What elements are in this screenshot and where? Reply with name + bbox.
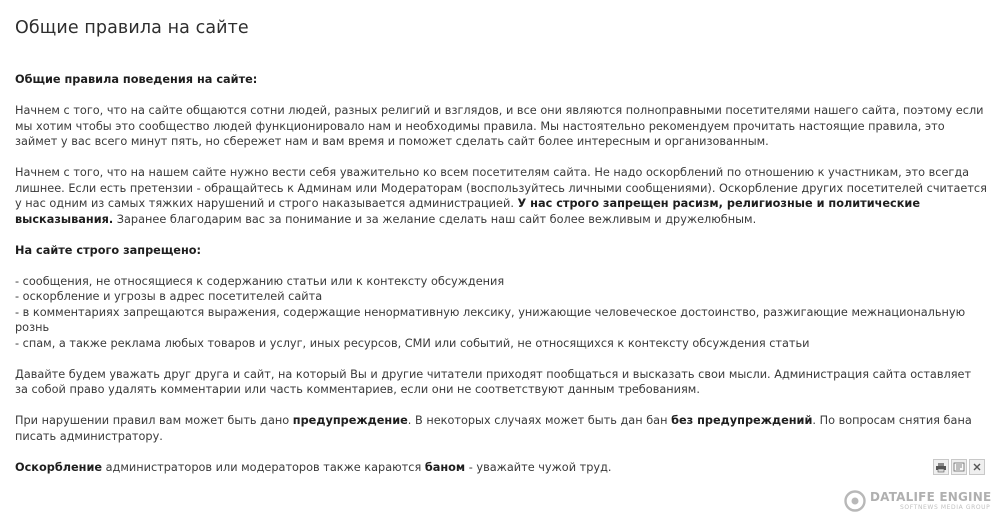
close-button[interactable] (969, 459, 985, 475)
rules-content (15, 72, 987, 491)
rules-insult-bold: Оскорбление (15, 460, 103, 474)
print-button[interactable] (933, 459, 949, 475)
brand-sub: SOFTNEWS MEDIA GROUP (900, 503, 991, 511)
rules-heading-text: Общие правила поведения на сайте: (15, 73, 258, 86)
rules-respect (15, 165, 987, 227)
forbidden-heading (15, 243, 987, 259)
page-tools (933, 459, 985, 475)
list-item: - сообщения, не относящиеся к содержанию статьи или к контексту обсуждения (15, 274, 505, 288)
rules-respect-each-other: Давайте будем уважать друг друга и сайт, на который Вы и другие читатели приходят пообщаться и высказать свои мысли. Администрация сайта оставляет за собой право удалять комментарии или часть комментариев, если они не соответствуют данным требованиям. (15, 367, 972, 396)
rules-respect-bold: У нас строго запрещен расизм, религиозные и политические высказывания. (15, 197, 921, 226)
page-title: Общие правила на сайте (15, 18, 249, 38)
print-icon (935, 461, 947, 473)
rules-heading (15, 72, 987, 88)
rules-insult (15, 460, 987, 476)
list-item: - оскорбление и угрозы в адрес посетителей сайта (15, 290, 323, 303)
rules-warning-text-3: . По вопросам снятия бана писать администратору. (15, 414, 972, 443)
font-size-icon (953, 461, 965, 473)
rules-respect-tail: Заранее благодарим вас за понимание и за желание сделать наш сайт более вежливым и дружелюбным. (116, 212, 757, 226)
rules-respect-text: Начнем с того, что на нашем сайте нужно вести себя уважительно ко всем посетителям сайта. Не надо оскорблений по отношению к участникам, это всегда лишнее. Если есть претензии - обращайтесь к Админам или Модераторам (воспользуйтесь личными сообщениями). Оскорбление других посетителей считается у нас одним из самых тяжких нарушений и строго наказывается администрацией. (15, 166, 987, 210)
rules-warning-bold-1: предупреждение (292, 414, 408, 427)
forbidden-heading-text: На сайте строго запрещено: (15, 243, 202, 257)
datalife-engine-logo (844, 490, 991, 512)
rules-intro: Начнем с того, что на сайте общаются сотни людей, разных религий и взглядов, и все они являются полноправными посетителями нашего сайта, поэтому если мы хотим чтобы это сообщество людей функционировало нам и необходимы правила. Мы настоятельно рекомендуем прочитать настоящие правила, это займет у вас всего минут пять, но сбережет нам и вам время и поможет сделать сайт более интересным и организованным. (15, 104, 984, 148)
brand-name: DATALIFE ENGINE (870, 489, 992, 504)
rules-warning-text-2: . В некоторых случаях может быть дан бан (407, 414, 668, 427)
rules-insult-text: администраторов или модераторов также караются (105, 460, 422, 474)
forbidden-list (15, 274, 987, 352)
rules-insult-tail: - уважайте чужой труд. (468, 460, 612, 474)
font-size-button[interactable] (951, 459, 967, 475)
list-item: - спам, а также реклама любых товаров и услуг, иных ресурсов, СМИ или событий, не относящихся к контексту обсуждения статьи (15, 336, 810, 350)
rules-insult-bold-2: баном (424, 460, 466, 474)
rules-warning-text-1: При нарушении правил вам может быть дано (15, 414, 290, 427)
list-item: - в комментариях запрещаются выражения, содержащие ненормативную лексику, унижающие человеческое достоинство, разжигающие межнациональную рознь (15, 305, 966, 334)
rules-warning-bold-2: без предупреждений (671, 414, 813, 427)
brand-text (870, 491, 991, 512)
datalife-logo-icon (844, 490, 866, 512)
rules-warning (15, 413, 987, 444)
close-icon (971, 461, 983, 473)
